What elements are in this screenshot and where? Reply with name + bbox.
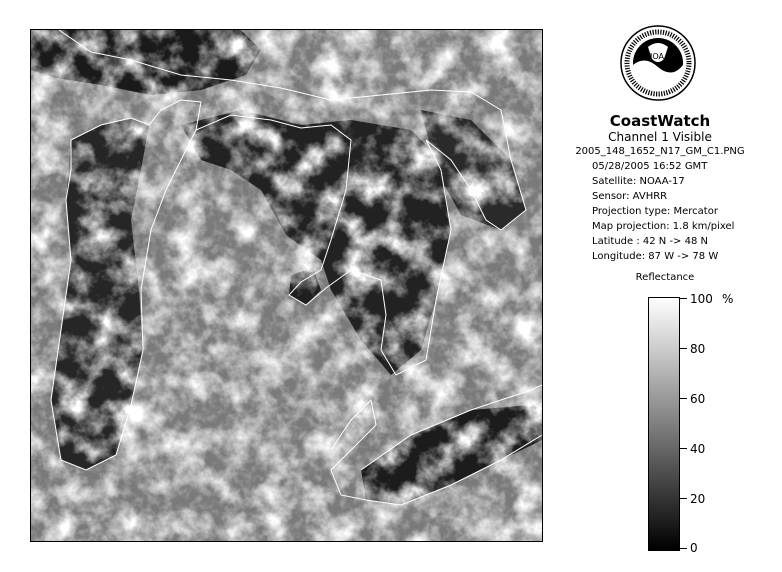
colorbar-tick-label: 0	[690, 541, 698, 555]
product-map-projection: Map projection: 1.8 km/pixel	[592, 221, 735, 232]
noaa-seal-icon	[620, 25, 696, 101]
colorbar-tick-label: 100	[690, 292, 713, 306]
product-sensor: Sensor: AVHRR	[592, 191, 668, 202]
product-longitude: Longitude: 87 W -> 78 W	[592, 251, 719, 262]
product-datetime: 05/28/2005 16:52 GMT	[592, 161, 708, 172]
colorbar-title: Reflectance	[635, 272, 695, 283]
colorbar-tick	[680, 398, 687, 399]
colorbar-tick	[680, 548, 687, 549]
colorbar-unit: %	[722, 292, 734, 306]
colorbar-tick-label: 40	[690, 442, 706, 456]
product-info	[560, 112, 760, 264]
noaa-logo	[620, 25, 696, 101]
product-filename: 2005_148_1652_N17_GM_C1.PNG	[575, 146, 745, 157]
product-subtitle: Channel 1 Visible	[608, 130, 712, 144]
cloud-cover	[31, 30, 542, 541]
product-projection-type: Projection type: Mercator	[592, 206, 718, 217]
satellite-image	[30, 29, 543, 542]
colorbar-tick-label: 60	[690, 392, 706, 406]
reflectance-colorbar	[648, 297, 680, 551]
product-latitude: Latitude : 42 N -> 48 N	[592, 236, 708, 247]
colorbar-tick	[680, 498, 687, 499]
colorbar-tick	[680, 298, 687, 299]
colorbar-tick	[680, 448, 687, 449]
logo-center-text: NOAA	[646, 52, 670, 61]
colorbar-tick-label: 20	[690, 492, 706, 506]
product-title: CoastWatch	[609, 112, 711, 130]
colorbar-tick-label: 80	[690, 342, 706, 356]
colorbar-tick	[680, 348, 687, 349]
product-satellite: Satellite: NOAA-17	[592, 176, 685, 187]
satellite-map	[31, 30, 542, 541]
